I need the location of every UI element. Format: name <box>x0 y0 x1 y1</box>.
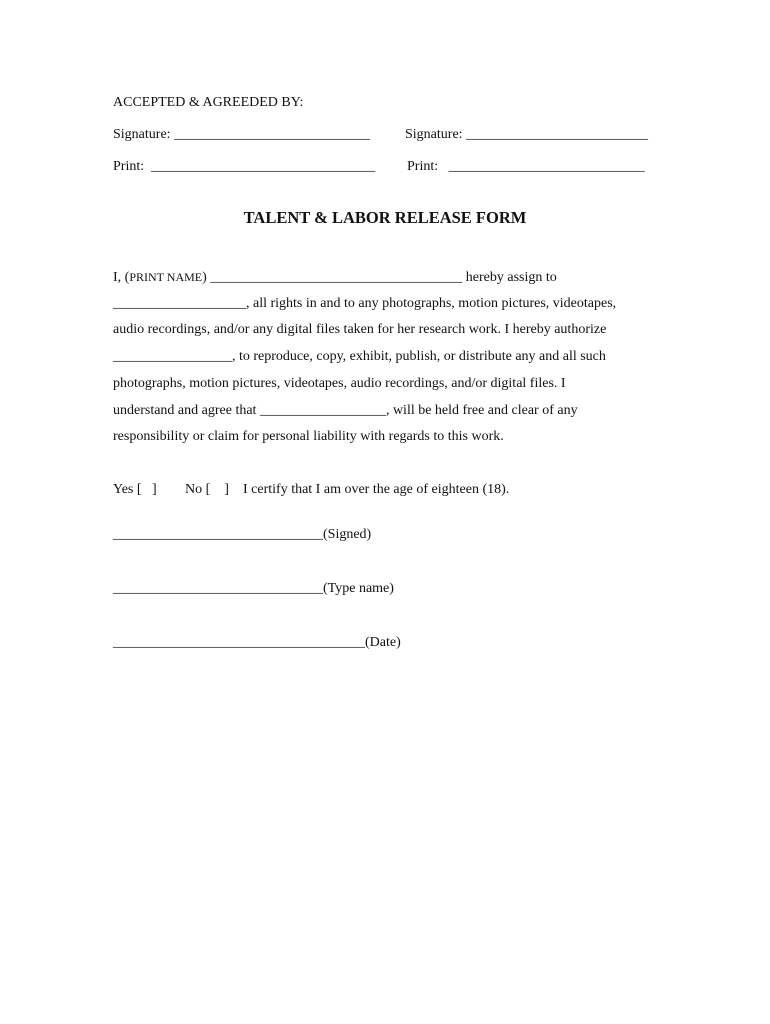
body-line-6: understand and agree that __________________, will be held free and clear of any <box>113 403 578 418</box>
left-signature-line: Signature: ____________________________ <box>113 127 371 142</box>
signed-field: ______________________________(Signed) <box>113 527 372 542</box>
body-line-2: ___________________, all rights in and to any photographs, motion pictures, videotapes, <box>113 296 617 311</box>
body-line-7: responsibility or claim for personal liability with regards to this work. <box>113 429 504 444</box>
accepted-header: ACCEPTED & AGREEDED BY: <box>113 95 304 110</box>
form-title: TALENT & LABOR RELEASE FORM <box>243 208 527 227</box>
body-line-4: _________________, to reproduce, copy, exhibit, publish, or distribute any and all such <box>113 349 606 364</box>
yes-checkbox[interactable]: Yes [ ] <box>113 482 157 497</box>
age-statement: I certify that I am over the age of eighteen (18). <box>243 482 510 497</box>
body-line-3: audio recordings, and/or any digital files taken for her research work. I hereby authorize <box>113 322 607 337</box>
print-name-suffix: ) ____________________________________ hereby assign to <box>202 270 557 285</box>
body-line-1 <box>113 268 557 287</box>
right-print-line: Print: ____________________________ <box>407 159 645 174</box>
right-signature-line: Signature: __________________________ <box>405 127 649 142</box>
no-checkbox[interactable]: No [ ] <box>185 482 229 497</box>
body-line-5: photographs, motion pictures, videotapes, audio recordings, and/or digital files. I <box>113 376 566 391</box>
date-field: ____________________________________(Date) <box>113 635 401 650</box>
print-name-prefix: I, ( <box>113 270 130 285</box>
left-print-line: Print: ________________________________ <box>113 159 376 174</box>
print-name-label: PRINT NAME <box>129 270 203 284</box>
type-name-field: ______________________________(Type name) <box>113 581 394 596</box>
